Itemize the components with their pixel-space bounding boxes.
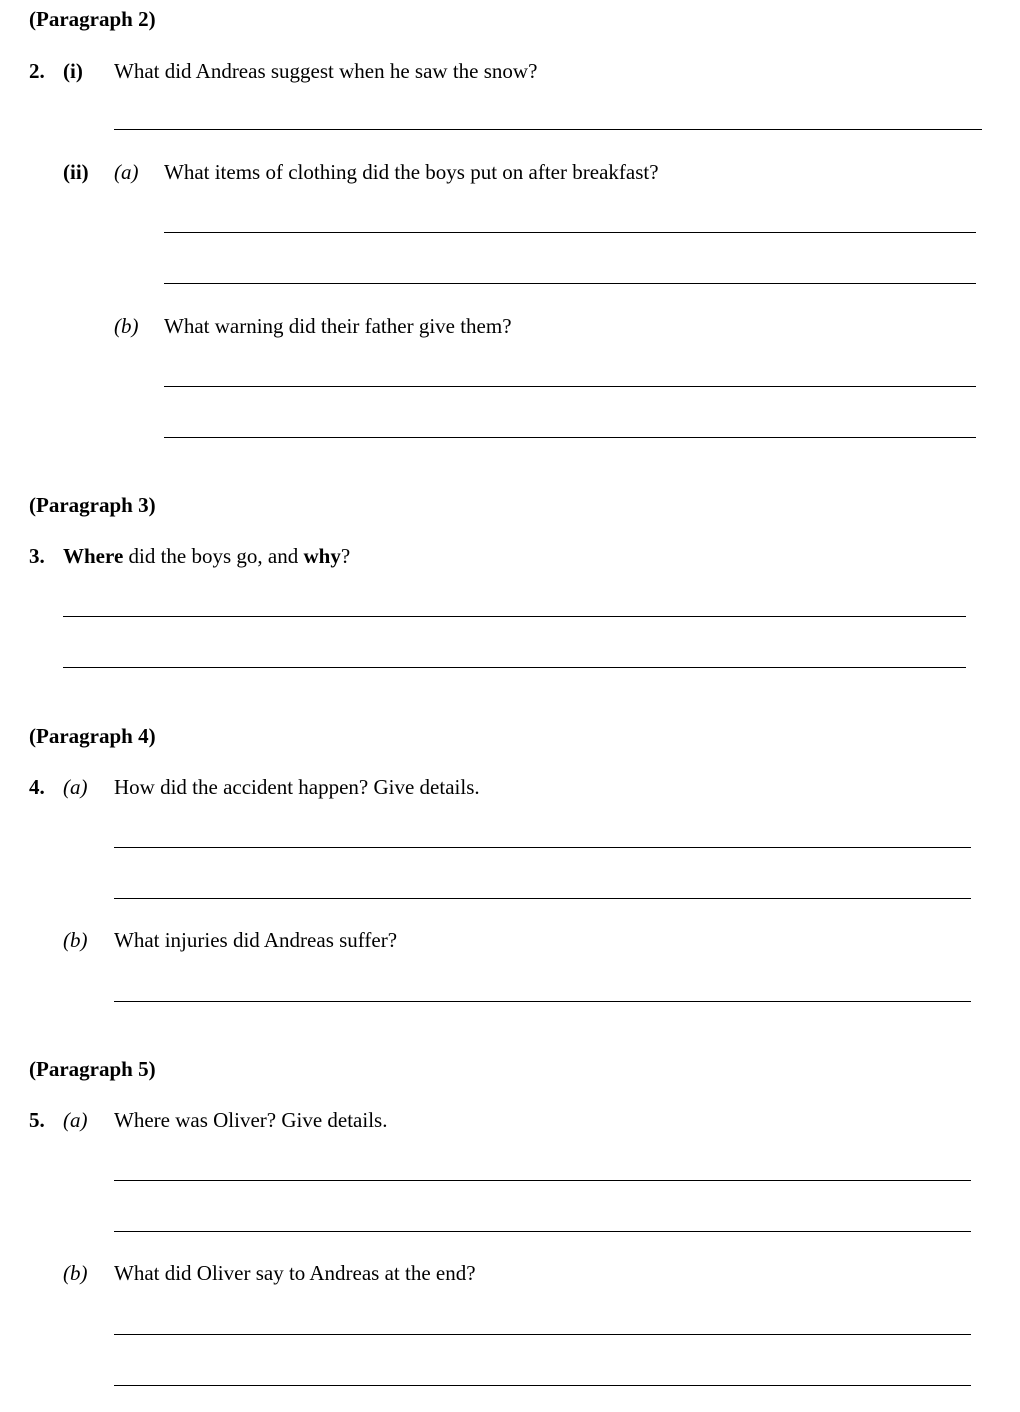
question-5-a-label: (a) (63, 1108, 88, 1132)
answer-line[interactable] (114, 1385, 971, 1386)
question-2-ii-a-text: What items of clothing did the boys put on after breakfast? (164, 160, 659, 184)
answer-line[interactable] (114, 1180, 971, 1181)
question-4-a-text: How did the accident happen? Give details. (114, 775, 480, 799)
answer-line[interactable] (114, 847, 971, 848)
answer-line[interactable] (114, 1334, 971, 1335)
answer-line[interactable] (164, 437, 976, 438)
answer-line[interactable] (114, 1231, 971, 1232)
question-5-b-text: What did Oliver say to Andreas at the end? (114, 1261, 476, 1285)
answer-line[interactable] (63, 667, 966, 668)
answer-line[interactable] (114, 129, 982, 130)
answer-line[interactable] (114, 1001, 971, 1002)
question-number-5: 5. (29, 1108, 45, 1132)
question-2-i-label: (i) (63, 59, 83, 83)
question-2-ii-label: (ii) (63, 160, 89, 184)
answer-line[interactable] (164, 232, 976, 233)
question-3-middle: did the boys go, and (123, 544, 304, 568)
answer-line[interactable] (164, 386, 976, 387)
question-2-ii-a-label: (a) (114, 160, 139, 184)
section-heading-paragraph-5: (Paragraph 5) (29, 1057, 156, 1081)
section-heading-paragraph-2: (Paragraph 2) (29, 7, 156, 31)
question-number-3: 3. (29, 544, 45, 568)
question-2-i-text: What did Andreas suggest when he saw the snow? (114, 59, 538, 83)
question-4-b-label: (b) (63, 928, 88, 952)
question-2-ii-b-text: What warning did their father give them? (164, 314, 512, 338)
section-heading-paragraph-4: (Paragraph 4) (29, 724, 156, 748)
question-number-4: 4. (29, 775, 45, 799)
question-number-2: 2. (29, 59, 45, 83)
section-heading-paragraph-3: (Paragraph 3) (29, 493, 156, 517)
question-3-where: Where (63, 544, 124, 568)
question-4-a-label: (a) (63, 775, 88, 799)
answer-line[interactable] (164, 283, 976, 284)
question-3-end: ? (340, 544, 351, 568)
question-3-text (63, 546, 350, 567)
answer-line[interactable] (63, 616, 966, 617)
question-3-why: why (303, 544, 341, 568)
answer-line[interactable] (114, 898, 971, 899)
question-4-b-text: What injuries did Andreas suffer? (114, 928, 398, 952)
question-5-b-label: (b) (63, 1261, 88, 1285)
question-2-ii-b-label: (b) (114, 314, 139, 338)
question-5-a-text: Where was Oliver? Give details. (114, 1108, 388, 1132)
